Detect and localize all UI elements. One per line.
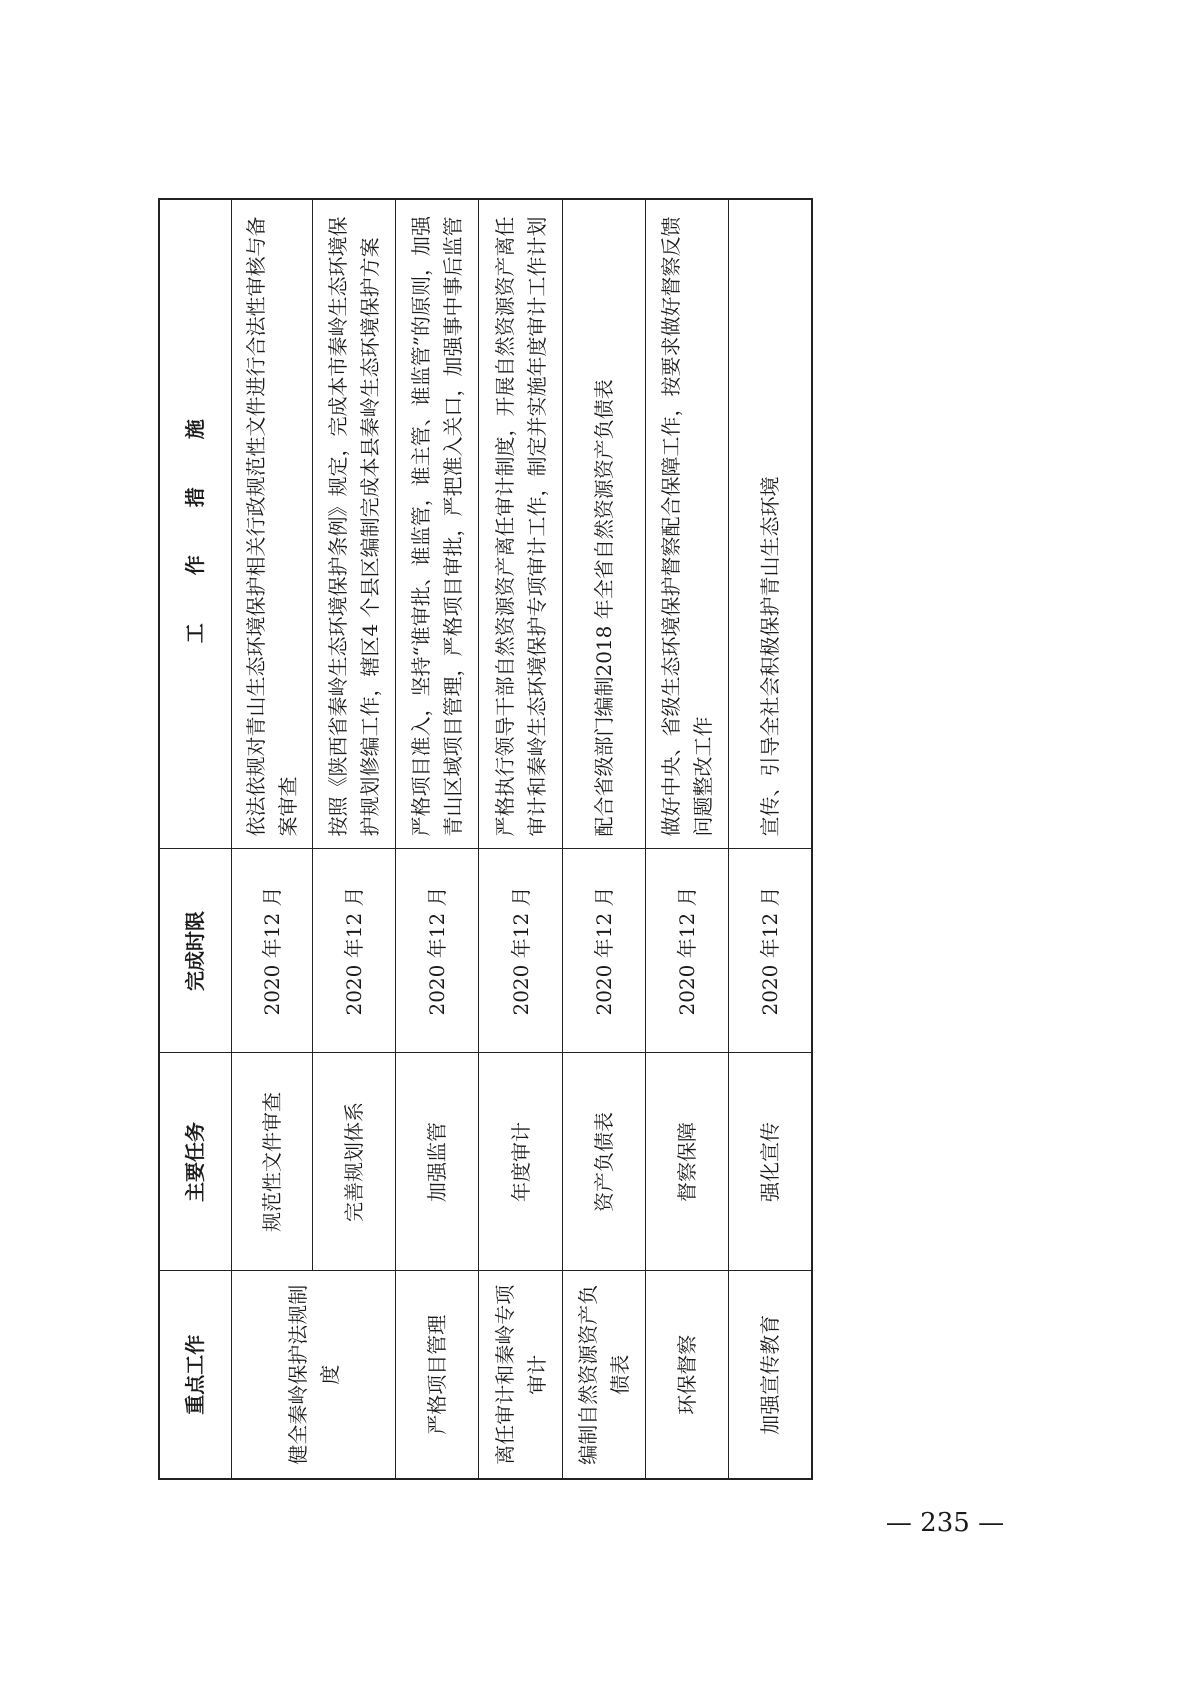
table-row	[645, 199, 728, 1479]
cell-measure: 严格执行领导干部自然资源资产离任审计制度，开展自然资源资产离任审计和秦岭生态环境保护专项审计工作，制定并实施年度审计工作计划	[479, 199, 562, 849]
table-row	[396, 199, 479, 1479]
cell-deadline: 2020 年12 月	[479, 849, 562, 1053]
cell-deadline: 2020 年12 月	[231, 849, 312, 1053]
cell-task: 年度审计	[479, 1053, 562, 1271]
cell-deadline: 2020 年12 月	[729, 849, 812, 1053]
rotated-table-wrapper	[158, 200, 813, 1480]
cell-deadline: 2020 年12 月	[396, 849, 479, 1053]
table-row	[562, 199, 645, 1479]
cell-deadline: 2020 年12 月	[562, 849, 645, 1053]
cell-task: 完善规划体系	[312, 1053, 395, 1271]
cell-task: 督察保障	[645, 1053, 728, 1271]
cell-task: 强化宣传	[729, 1053, 812, 1271]
cell-task: 规范性文件审查	[231, 1053, 312, 1271]
header-key-work: 重点工作	[159, 1271, 231, 1479]
cell-measure: 按照《陕西省秦岭生态环境保护条例》规定，完成本市秦岭生态环境保护规划修编工作，辖区4 个县区编制完成本县秦岭生态环境保护方案	[312, 199, 395, 849]
cell-deadline: 2020 年12 月	[312, 849, 395, 1053]
cell-task: 资产负债表	[562, 1053, 645, 1271]
cell-measure: 做好中央、省级生态环境保护督察配合保障工作，按要求做好督察反馈问题整改工作	[645, 199, 728, 849]
cell-measure: 严格项目准入，坚持“谁审批、谁监管，谁主管、谁监管”的原则，加强青山区域项目管理，严格项目审批，严把准入关口，加强事中事后监管	[396, 199, 479, 849]
cell-key-work: 编制自然资源资产负债表	[562, 1271, 645, 1479]
cell-key-work: 严格项目管理	[396, 1271, 479, 1479]
cell-measure: 宣传、引导全社会积极保护青山生态环境	[729, 199, 812, 849]
work-measures-table	[158, 198, 813, 1480]
cell-deadline: 2020 年12 月	[645, 849, 728, 1053]
cell-measure: 依法依规对青山生态环境保护相关行政规范性文件进行合法性审核与备案审查	[231, 199, 312, 849]
cell-key-work: 环保督察	[645, 1271, 728, 1479]
header-measures: 工 作 措 施	[159, 199, 231, 849]
cell-key-work: 加强宣传教育	[729, 1271, 812, 1479]
page-number: — 235 —	[885, 1508, 1005, 1538]
cell-task: 加强监管	[396, 1053, 479, 1271]
table-header-row	[159, 199, 231, 1479]
cell-measure: 配合省级部门编制2018 年全省自然资源资产负债表	[562, 199, 645, 849]
cell-key-work: 离任审计和秦岭专项审计	[479, 1271, 562, 1479]
table-row	[479, 199, 562, 1479]
cell-key-work: 健全秦岭保护法规制度	[231, 1271, 395, 1479]
table-row	[231, 199, 312, 1479]
table-row	[729, 199, 812, 1479]
header-deadline: 完成时限	[159, 849, 231, 1053]
header-main-task: 主要任务	[159, 1053, 231, 1271]
